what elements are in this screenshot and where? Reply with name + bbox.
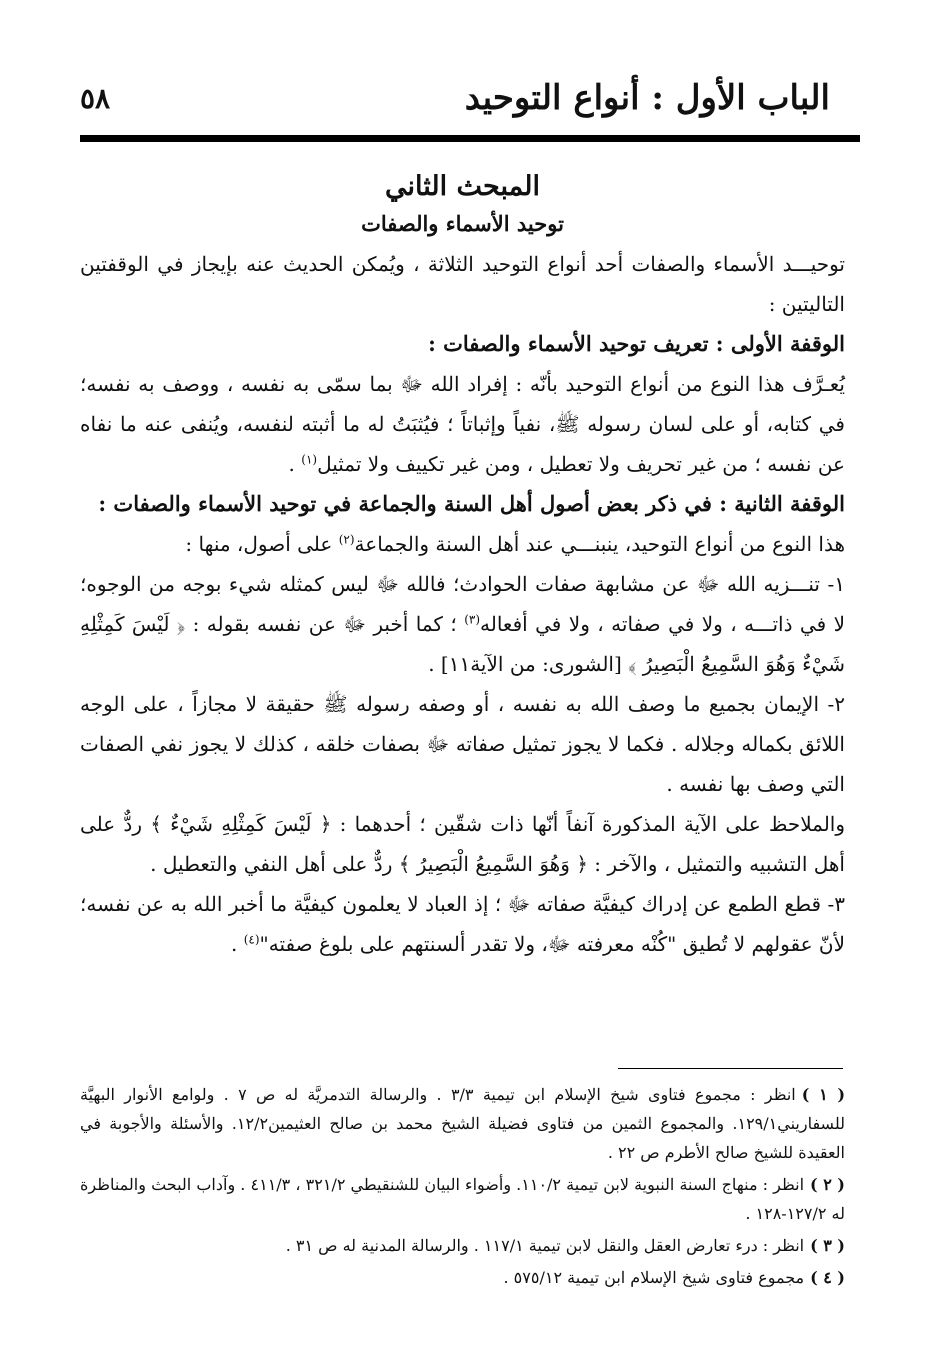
footnote-separator bbox=[618, 1068, 843, 1069]
running-header bbox=[80, 78, 860, 128]
footnote-text: انظر : منهاج السنة النبوية لابن تيمية ١١٠/٢. وأضواء البيان للشنقيطي ٣٢١/٢ ، ٤١١/٣ . وآداب البحث والمناظرة له ١٢٧/٢-١٢٨ . bbox=[80, 1175, 845, 1223]
chapter-title: الباب الأول : أنواع التوحيد bbox=[464, 78, 830, 118]
section-title: المبحث الثاني bbox=[385, 171, 540, 202]
definition-end: . bbox=[288, 452, 302, 476]
list-item-1 bbox=[80, 564, 845, 684]
page-number: ٥٨ bbox=[80, 82, 111, 115]
footnote-text: انظر : درء تعارض العقل والنقل لابن تيمية ١١٧/١ . والرسالة المدنية له ص ٣١ . bbox=[285, 1236, 805, 1255]
definition-text: يُعـرَّف هذا النوع من أنواع التوحيد بأنّه : إفراد الله ﷻ بما سمّى به نفسه ، ووصف به نفسه؛ في كتابه، أو على لسان رسوله ﷺ، نفياً وإثباتاً ؛ فيُثبَتُ له ما أثبته لنفسه، ويُنفى عنه ما نفاه عن نفسه ؛ من غير تحريف ولا تعطيل ، ومن غير تكييف ولا تمثيل bbox=[80, 372, 845, 476]
first-heading: الوقفة الأولى : تعريف توحيد الأسماء والصفات : bbox=[428, 331, 845, 356]
footnote-text: مجموع فتاوى شيخ الإسلام ابن تيمية ٥٧٥/١٢ . bbox=[503, 1268, 805, 1287]
footnote-number: ( ٢ ) bbox=[810, 1175, 846, 1194]
footnotes bbox=[80, 1080, 845, 1295]
footnote-2 bbox=[80, 1170, 845, 1228]
main-text bbox=[80, 168, 845, 964]
footnote-ref-4: (٤) bbox=[243, 932, 260, 947]
second-intro-end: على أصول، منها : bbox=[185, 532, 339, 556]
second-intro-text: هذا النوع من أنواع التوحيد، ينبنـــي عند أهل السنة والجماعة bbox=[354, 532, 845, 556]
footnote-4 bbox=[80, 1263, 845, 1292]
footnote-3 bbox=[80, 1231, 845, 1260]
section-subtitle: توحيد الأسماء والصفات bbox=[361, 211, 564, 236]
footnote-number: ( ١ ) bbox=[801, 1085, 846, 1104]
footnote-1 bbox=[80, 1080, 845, 1167]
header-rule bbox=[80, 135, 860, 142]
intro-paragraph: توحيـــد الأسماء والصفات أحد أنواع التوحيد الثلاثة ، ويُمكن الحديث عنه بإيجاز في الوقفتين التاليتين : bbox=[80, 252, 845, 316]
second-intro-paragraph bbox=[80, 524, 845, 564]
footnote-number: ( ٤ ) bbox=[810, 1268, 845, 1287]
footnote-text: انظر : مجموع فتاوى شيخ الإسلام ابن تيمية ٣/٣ . والرسالة التدمريَّة له ص ٧ . ولوامع الأنوار البهيَّة للسفاريني١٢٩/١. والمجموع الثمين من فتاوى فضيلة الشيخ محمد بن صالح العثيمين١٢/٢. والأسئلة والأجوبة في العقيدة للشيخ صالح الأطرم ص ٢٢ . bbox=[80, 1085, 845, 1162]
item1-end: ؛ كما أخبر ﷻ عن نفسه بقوله : ﴿ لَيْسَ كَمِثْلِهِ شَيْءٌ وَهُوَ السَّمِيعُ الْبَصِيرُ ﴾ [الشورى: من الآية١١] . bbox=[80, 612, 845, 676]
footnote-ref-2: (٢) bbox=[338, 532, 355, 547]
note-paragraph: والملاحظ على الآية المذكورة آنفاً أنّها ذات شقّين ؛ أحدهما : ﴿ لَيْسَ كَمِثْلِهِ شَيْءٌ ﴾ ردٌّ على أهل التشبيه والتمثيل ، والآخر : ﴿ وَهُوَ السَّمِيعُ الْبَصِيرُ ﴾ ردٌّ على أهل النفي والتعطيل . bbox=[80, 812, 845, 876]
second-heading: الوقفة الثانية : في ذكر بعض أصول أهل السنة والجماعة في توحيد الأسماء والصفات : bbox=[98, 491, 845, 516]
definition-paragraph bbox=[80, 364, 845, 484]
item3-text: ٣- قطع الطمع عن إدراك كيفيَّة صفاته ﷻ ؛ إذ العباد لا يعلمون كيفيَّة ما أخبر الله به عن نفسه؛ لأنّ عقولهم لا تُطيق "كُنْه معرفته ﷻ، ولا تقدر ألسنتهم على بلوغ صفته" bbox=[80, 892, 845, 956]
footnote-ref-3: (٣) bbox=[464, 612, 481, 627]
item1-text: ١- تنـــزيه الله ﷻ عن مشابهة صفات الحوادث؛ فالله ﷻ ليس كمثله شيء بوجه من الوجوه؛ لا في ذاتـــه ، ولا في صفاته ، ولا في أفعاله bbox=[80, 572, 845, 636]
list-item-3 bbox=[80, 884, 845, 964]
item3-end: . bbox=[231, 932, 244, 956]
footnote-number: ( ٣ ) bbox=[810, 1236, 845, 1255]
footnote-ref-1: (١) bbox=[301, 452, 318, 467]
list-item-2: ٢- الإيمان بجميع ما وصف الله به نفسه ، أو وصفه رسوله ﷺ حقيقة لا مجازاً ، على الوجه اللائق بكماله وجلاله . فكما لا يجوز تمثيل صفاته ﷻ بصفات خلقه ، كذلك لا يجوز نفي الصفات التي وصف بها نفسه . bbox=[80, 692, 845, 796]
